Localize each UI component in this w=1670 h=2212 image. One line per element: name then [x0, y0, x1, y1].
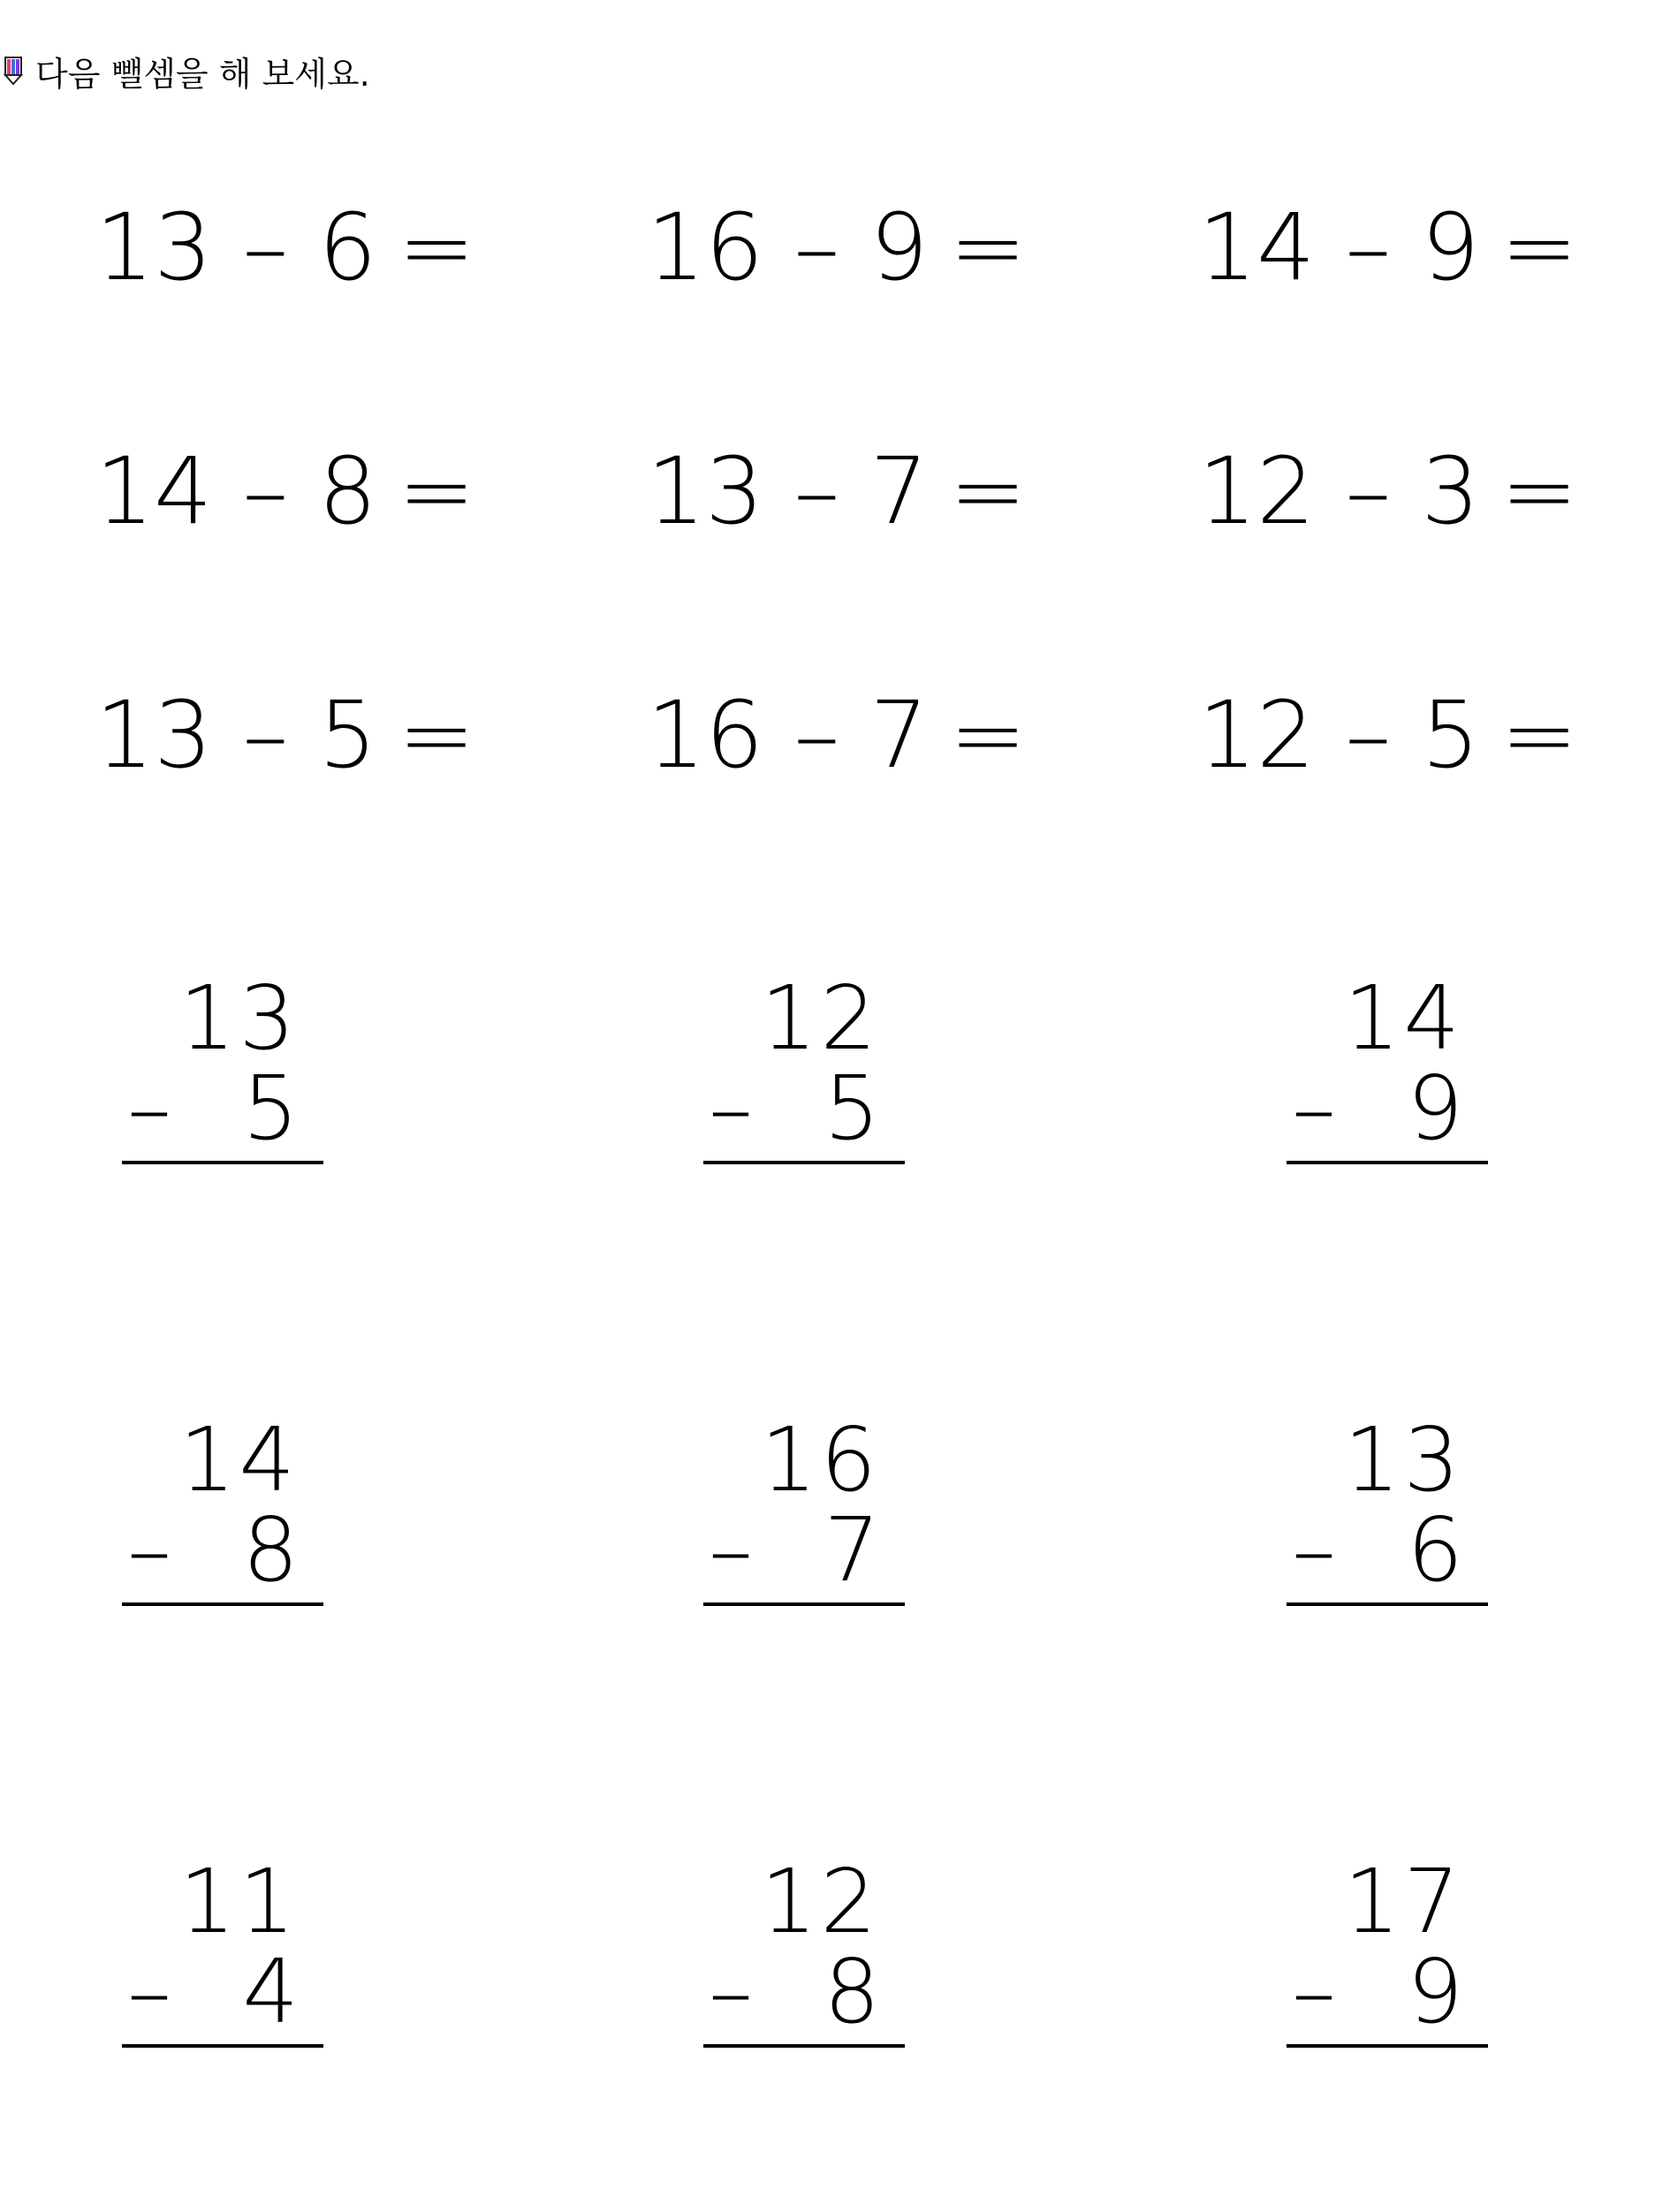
subtrahend: 3 — [1421, 437, 1480, 545]
answer-line — [122, 2044, 323, 2048]
minus-sign: – — [242, 437, 289, 545]
subtrahend: 7 — [869, 437, 929, 545]
answer-line — [122, 1602, 323, 1606]
vertical-problem — [1287, 1408, 1499, 1615]
minuend: 13 — [95, 193, 213, 301]
equals-sign: = — [949, 681, 1027, 789]
horizontal-problem — [1198, 682, 1605, 788]
subtrahend: 7 — [869, 681, 929, 789]
minuend: 13 — [95, 681, 213, 789]
minuend: 14 — [178, 1408, 299, 1511]
minuend: 16 — [647, 193, 764, 301]
subtrahend: 6 — [1407, 1498, 1463, 1602]
minus-sign: – — [793, 681, 840, 789]
subtrahend: 5 — [1421, 681, 1480, 789]
minuend: 16 — [760, 1408, 880, 1511]
answer-line — [703, 1161, 905, 1164]
answer-line — [703, 1602, 905, 1606]
subtrahend: 7 — [824, 1498, 880, 1602]
minus-sign: – — [793, 193, 840, 301]
minuend: 12 — [760, 966, 880, 1070]
minus-sign: – — [1345, 437, 1392, 545]
subtrahend: 8 — [242, 1498, 299, 1602]
horizontal-problem — [1198, 438, 1605, 544]
vertical-problem — [703, 1850, 915, 2057]
instruction — [4, 48, 370, 94]
answer-line — [1287, 1602, 1488, 1606]
instruction-text: 다음 뺄셈을 해 보세요. — [35, 54, 370, 94]
answer-line — [122, 1161, 323, 1164]
horizontal-row-3 — [0, 682, 1670, 788]
minus-sign: – — [127, 1498, 171, 1602]
subtrahend: 5 — [318, 681, 377, 789]
horizontal-problem — [647, 194, 1053, 300]
equals-sign: = — [398, 437, 475, 545]
subtrahend: 5 — [824, 1057, 880, 1160]
subtrahend: 8 — [318, 437, 377, 545]
minuend: 16 — [647, 681, 764, 789]
answer-line — [1287, 2044, 1488, 2048]
vertical-problem — [122, 966, 334, 1173]
vertical-row-2 — [0, 1408, 1670, 1615]
minus-sign: – — [1345, 193, 1392, 301]
minuend: 13 — [178, 966, 299, 1070]
minuend: 14 — [1198, 193, 1316, 301]
equals-sign: = — [949, 437, 1027, 545]
equals-sign: = — [1500, 193, 1578, 301]
subtrahend: 9 — [1407, 1057, 1463, 1160]
subtrahend: 4 — [242, 1940, 299, 2043]
minuend: 13 — [1343, 1408, 1463, 1511]
subtrahend: 9 — [1421, 193, 1480, 301]
vertical-problem — [122, 1850, 334, 2057]
minus-sign: – — [1345, 681, 1392, 789]
minus-sign: – — [242, 193, 289, 301]
equals-sign: = — [1500, 437, 1578, 545]
horizontal-row-1 — [0, 194, 1670, 300]
minus-sign: – — [709, 1057, 753, 1160]
minuend: 11 — [178, 1850, 299, 1953]
vertical-problem — [1287, 1850, 1499, 2057]
horizontal-problem — [95, 438, 502, 544]
minus-sign: – — [1292, 1057, 1336, 1160]
vertical-row-1 — [0, 966, 1670, 1173]
subtrahend: 9 — [869, 193, 929, 301]
minuend: 17 — [1343, 1850, 1463, 1953]
minus-sign: – — [709, 1498, 753, 1602]
equals-sign: = — [1500, 681, 1578, 789]
pencil-icon — [4, 56, 23, 86]
minus-sign: – — [127, 1057, 171, 1160]
equals-sign: = — [949, 193, 1027, 301]
vertical-problem — [122, 1408, 334, 1615]
horizontal-problem — [95, 682, 502, 788]
answer-line — [1287, 1161, 1488, 1164]
subtrahend: 9 — [1407, 1940, 1463, 2043]
minus-sign: – — [709, 1940, 753, 2043]
minuend: 12 — [760, 1850, 880, 1953]
vertical-problem — [703, 966, 915, 1173]
vertical-problem — [1287, 966, 1499, 1173]
minus-sign: – — [242, 681, 289, 789]
minuend: 14 — [1343, 966, 1463, 1070]
minuend: 12 — [1198, 437, 1316, 545]
horizontal-problem — [647, 438, 1053, 544]
subtrahend: 6 — [318, 193, 377, 301]
minuend: 14 — [95, 437, 213, 545]
horizontal-problem — [95, 194, 502, 300]
equals-sign: = — [398, 681, 475, 789]
vertical-row-3 — [0, 1850, 1670, 2057]
minus-sign: – — [793, 437, 840, 545]
minus-sign: – — [1292, 1498, 1336, 1602]
horizontal-row-2 — [0, 438, 1670, 544]
vertical-problem — [703, 1408, 915, 1615]
equals-sign: = — [398, 193, 475, 301]
minuend: 13 — [647, 437, 764, 545]
horizontal-problem — [1198, 194, 1605, 300]
subtrahend: 5 — [242, 1057, 299, 1160]
minuend: 12 — [1198, 681, 1316, 789]
minus-sign: – — [1292, 1940, 1336, 2043]
horizontal-problem — [647, 682, 1053, 788]
answer-line — [703, 2044, 905, 2048]
subtrahend: 8 — [824, 1940, 880, 2043]
minus-sign: – — [127, 1940, 171, 2043]
